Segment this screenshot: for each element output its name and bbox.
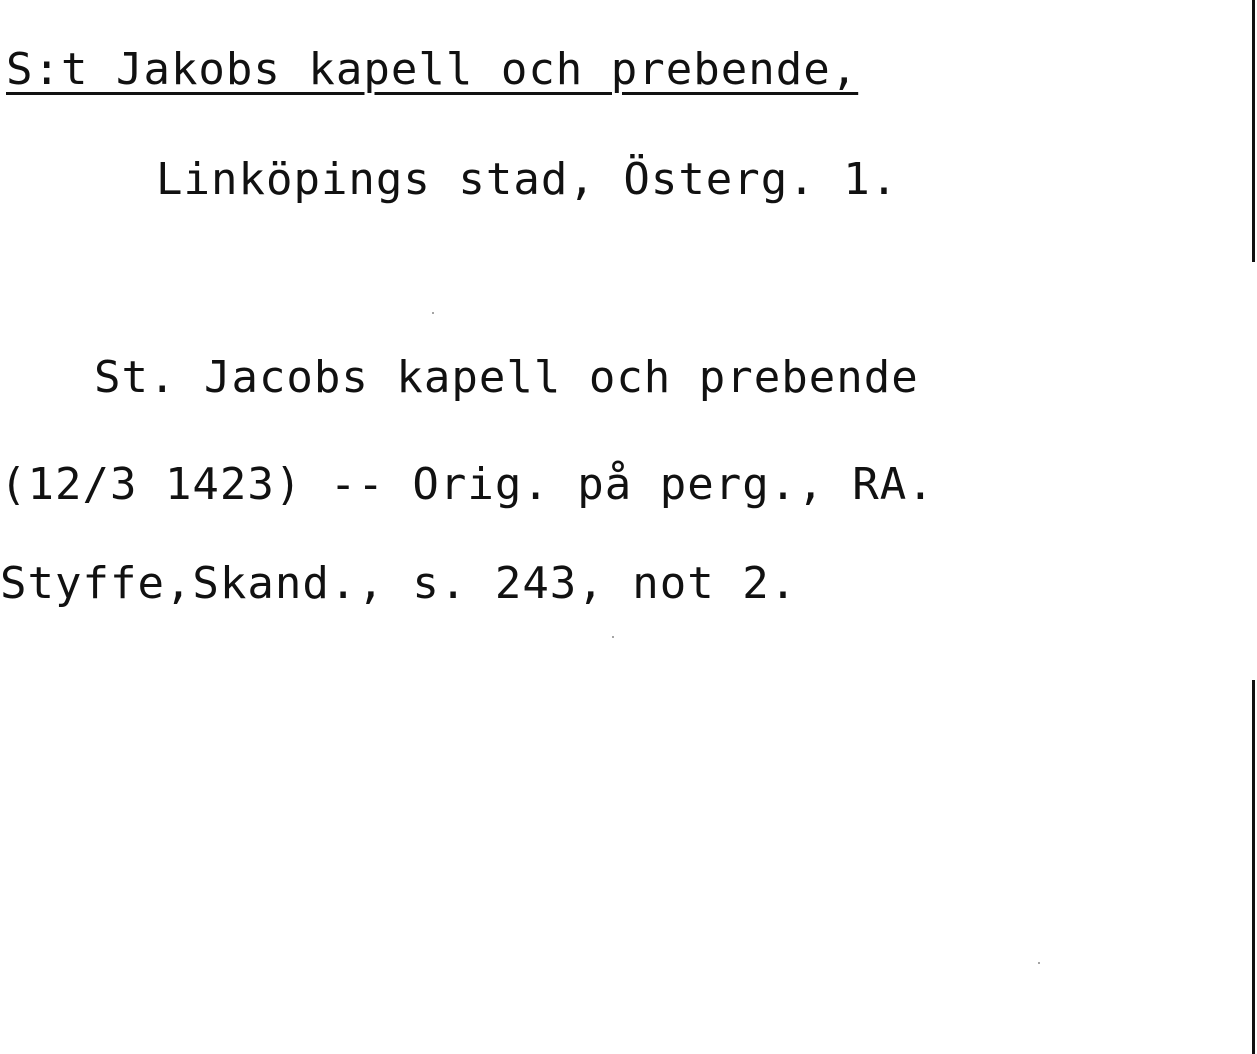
scan-speck xyxy=(432,312,434,314)
scan-speck xyxy=(1038,962,1040,964)
card-edge-line-bottom xyxy=(1252,680,1255,1054)
card-line-source: (12/3 1423) -- Orig. på perg., RA. xyxy=(0,459,935,510)
card-edge-line-top xyxy=(1252,0,1255,262)
card-heading: S:t Jakobs kapell och prebende, xyxy=(6,44,859,95)
card-line-reference: Styffe,Skand., s. 243, not 2. xyxy=(0,558,798,609)
card-subheading: Linköpings stad, Österg. 1. xyxy=(156,154,899,205)
scan-speck xyxy=(612,636,614,638)
card-line-title: St. Jacobs kapell och prebende xyxy=(94,352,919,403)
